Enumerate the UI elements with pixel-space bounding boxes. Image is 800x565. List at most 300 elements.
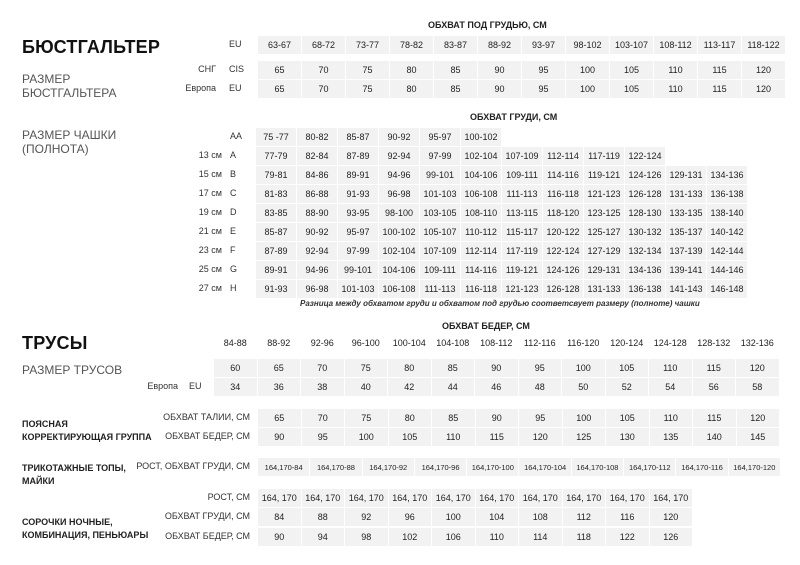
table-cell: 93-95 — [338, 204, 379, 222]
table-cell: 140-142 — [707, 223, 748, 241]
table-cell: 133-135 — [666, 204, 707, 222]
cup-row — [256, 223, 748, 241]
table-cell: 108 — [519, 508, 563, 526]
table-cell: 128-132 — [693, 334, 737, 352]
table-cell: 100 — [566, 61, 610, 79]
table-cell: 130 — [606, 428, 650, 446]
table-cell: 65 — [258, 61, 302, 79]
table-cell: 117-119 — [584, 147, 625, 165]
table-cell: 112-114 — [543, 147, 584, 165]
table-cell: 98-102 — [566, 36, 610, 54]
table-cell: 104-106 — [379, 261, 420, 279]
table-cell: 102 — [389, 528, 433, 546]
table-cell: 106-108 — [461, 185, 502, 203]
table-cell: 75 — [346, 80, 390, 98]
table-cell: 110 — [476, 528, 520, 546]
table-cell: 164, 170 — [476, 489, 520, 507]
table-cell: 54 — [649, 378, 693, 396]
table-cell: 119-121 — [502, 261, 543, 279]
table-cell: 164, 170 — [650, 489, 694, 507]
table-cell: 121-123 — [502, 280, 543, 298]
table-cell: 70 — [301, 359, 345, 377]
table-cell: 110-112 — [461, 223, 502, 241]
table-cell: 89-91 — [338, 166, 379, 184]
table-cell: 130-132 — [625, 223, 666, 241]
underbust-header: ОБХВАТ ПОД ГРУДЬЮ, СМ — [428, 20, 547, 30]
table-cell: 96-98 — [379, 185, 420, 203]
table-cell: 118 — [563, 528, 607, 546]
table-cell: 90 — [258, 428, 302, 446]
bra-row-label: СНГ — [198, 64, 216, 74]
table-cell: 100 — [566, 80, 610, 98]
table-cell: 122-124 — [543, 242, 584, 260]
briefs-size-label: РАЗМЕР ТРУСОВ — [22, 363, 123, 377]
table-cell: 142-144 — [707, 242, 748, 260]
hip-row — [214, 334, 780, 352]
table-cell: 131-133 — [666, 185, 707, 203]
table-cell: 164,170-104 — [519, 458, 571, 476]
table-cell: 100 — [563, 409, 607, 427]
table-cell: 139-141 — [666, 261, 707, 279]
nightwear-hip-label: ОБХВАТ БЕДЕР, СМ — [165, 531, 250, 541]
table-cell: 90 — [258, 528, 302, 546]
table-cell: 114-116 — [543, 166, 584, 184]
table-cell: 110 — [654, 80, 698, 98]
table-cell: 112-114 — [461, 242, 502, 260]
table-cell: 95-97 — [338, 223, 379, 241]
table-cell: 115-117 — [502, 223, 543, 241]
table-cell: 164, 170 — [563, 489, 607, 507]
hip-header: ОБХВАТ БЕДЕР, СМ — [442, 321, 530, 331]
table-cell: 164,170-96 — [415, 458, 467, 476]
table-cell: 73-77 — [346, 36, 390, 54]
cup-row — [256, 261, 748, 279]
table-cell: 164,170-116 — [676, 458, 728, 476]
table-cell: 83-85 — [256, 204, 297, 222]
table-cell: 75 — [345, 359, 389, 377]
table-cell: 89-91 — [256, 261, 297, 279]
table-cell: 120-124 — [606, 334, 650, 352]
table-cell: 164,170-120 — [729, 458, 781, 476]
table-cell: 97-99 — [420, 147, 461, 165]
table-cell: 109-111 — [502, 166, 543, 184]
table-cell: 164,170-88 — [310, 458, 362, 476]
cup-row — [256, 128, 502, 146]
table-cell: 95 — [519, 359, 563, 377]
table-cell: 99-101 — [338, 261, 379, 279]
table-cell: 104-106 — [461, 166, 502, 184]
table-cell: 134-136 — [625, 261, 666, 279]
table-cell: 92-94 — [297, 242, 338, 260]
table-cell: 96-100 — [345, 334, 389, 352]
table-cell: 85-87 — [256, 223, 297, 241]
table-cell: 92-96 — [301, 334, 345, 352]
table-cell: 91-93 — [338, 185, 379, 203]
height-row — [258, 489, 693, 507]
table-cell: 107-109 — [420, 242, 461, 260]
table-cell: 120 — [742, 80, 786, 98]
table-cell: 95 — [519, 409, 563, 427]
table-cell: 116-118 — [461, 280, 502, 298]
table-cell: 126-128 — [625, 185, 666, 203]
table-cell: 80-82 — [297, 128, 338, 146]
table-cell: 83-87 — [434, 36, 478, 54]
cup-letter: B — [230, 169, 237, 179]
nightwear-hip-row — [258, 528, 693, 546]
table-cell: 122-124 — [625, 147, 666, 165]
table-cell: 120 — [736, 359, 780, 377]
table-cell: 75 — [346, 61, 390, 79]
shapewear-title: ПОЯСНАЯ КОРРЕКТИРУЮЩАЯ ГРУППА — [22, 419, 152, 442]
cup-letter: E — [230, 226, 237, 236]
table-cell: 85 — [432, 359, 476, 377]
table-cell: 93-97 — [522, 36, 566, 54]
table-cell: 164, 170 — [258, 489, 302, 507]
table-cell: 101-103 — [420, 185, 461, 203]
table-cell: 90 — [475, 359, 519, 377]
table-cell: 124-128 — [649, 334, 693, 352]
cup-letter: G — [230, 264, 238, 274]
table-cell: 124-126 — [543, 261, 584, 279]
table-cell: 70 — [302, 61, 346, 79]
table-cell: 164,170-112 — [624, 458, 676, 476]
cup-letter: H — [230, 283, 237, 293]
table-cell: 95 — [522, 80, 566, 98]
table-cell: 90-92 — [297, 223, 338, 241]
cup-row — [256, 280, 748, 298]
table-cell: 124-126 — [625, 166, 666, 184]
table-cell: 94 — [302, 528, 346, 546]
table-cell: 100 — [432, 508, 476, 526]
table-cell: 122 — [606, 528, 650, 546]
table-cell: 164,170-108 — [572, 458, 624, 476]
table-cell: 98-100 — [379, 204, 420, 222]
table-cell: 102-104 — [379, 242, 420, 260]
bra-row-code: CIS — [229, 64, 245, 74]
table-cell: 115 — [476, 428, 520, 446]
table-cell: 88-92 — [258, 334, 302, 352]
table-cell: 106-108 — [379, 280, 420, 298]
table-cell: 107-109 — [502, 147, 543, 165]
table-cell: 111-113 — [420, 280, 461, 298]
bra-row-code: EU — [229, 83, 242, 93]
table-cell: 118-122 — [742, 36, 786, 54]
table-cell: 82-84 — [297, 147, 338, 165]
table-cell: 120 — [519, 428, 563, 446]
bust-header: ОБХВАТ ГРУДИ, СМ — [470, 112, 558, 122]
table-cell: 100-102 — [461, 128, 502, 146]
table-cell: 60 — [214, 359, 258, 377]
cup-row — [256, 242, 748, 260]
cup-letter: F — [230, 245, 236, 255]
table-cell: 34 — [214, 378, 258, 396]
table-cell: 87-89 — [338, 147, 379, 165]
nightwear-bust-label: ОБХВАТ ГРУДИ, СМ — [164, 511, 250, 521]
table-cell: 131-133 — [584, 280, 625, 298]
table-cell: 58 — [736, 378, 780, 396]
table-cell: 129-131 — [666, 166, 707, 184]
bra-size-label: РАЗМЕР БЮСТГАЛЬТЕРА — [22, 72, 117, 100]
table-cell: 120 — [650, 508, 694, 526]
table-cell: 80 — [390, 80, 434, 98]
table-cell: 100 — [345, 428, 389, 446]
table-cell: 80 — [390, 61, 434, 79]
bra-row — [258, 80, 786, 98]
table-cell: 114-116 — [461, 261, 502, 279]
table-cell: 105 — [606, 359, 650, 377]
table-cell: 105 — [389, 428, 433, 446]
table-cell: 113-115 — [502, 204, 543, 222]
table-cell: 97-99 — [338, 242, 379, 260]
table-cell: 92-94 — [379, 147, 420, 165]
table-cell: 126-128 — [543, 280, 584, 298]
table-cell: 105 — [606, 409, 650, 427]
table-cell: 129-131 — [584, 261, 625, 279]
table-cell: 105 — [610, 80, 654, 98]
table-cell: 116 — [606, 508, 650, 526]
cup-diff-label: 25 см — [198, 264, 222, 274]
table-cell: 50 — [562, 378, 606, 396]
table-cell: 120-122 — [543, 223, 584, 241]
table-cell: 116-118 — [543, 185, 584, 203]
table-cell: 46 — [475, 378, 519, 396]
cup-row — [256, 185, 748, 203]
table-cell: 123-125 — [584, 204, 625, 222]
cup-size-label: РАЗМЕР ЧАШКИ (ПОЛНОТА) — [22, 128, 117, 156]
table-cell: 111-113 — [502, 185, 543, 203]
table-cell: 118-120 — [543, 204, 584, 222]
cup-letter: D — [230, 207, 237, 217]
table-cell: 109-111 — [420, 261, 461, 279]
table-cell: 141-143 — [666, 280, 707, 298]
cup-diff-label: 27 см — [198, 283, 222, 293]
table-cell: 102-104 — [461, 147, 502, 165]
table-cell: 84-86 — [297, 166, 338, 184]
table-cell: 79-81 — [256, 166, 297, 184]
table-cell: 132-136 — [736, 334, 780, 352]
table-cell: 120 — [737, 409, 781, 427]
table-cell: 90 — [478, 61, 522, 79]
table-cell: 104-108 — [432, 334, 476, 352]
table-cell: 95 — [302, 428, 346, 446]
table-cell: 96-98 — [297, 280, 338, 298]
bra-title: БЮСТГАЛЬТЕР — [22, 37, 161, 57]
table-cell: 121-123 — [584, 185, 625, 203]
table-cell: 145 — [737, 428, 781, 446]
table-cell: 112 — [563, 508, 607, 526]
table-cell: 115 — [698, 80, 742, 98]
table-cell: 48 — [519, 378, 563, 396]
table-cell: 136-138 — [625, 280, 666, 298]
table-cell: 100-104 — [388, 334, 432, 352]
briefs-title: ТРУСЫ — [22, 333, 88, 353]
table-cell: 110 — [650, 409, 694, 427]
table-cell: 77-79 — [256, 147, 297, 165]
table-cell: 164, 170 — [302, 489, 346, 507]
table-cell: 103-105 — [420, 204, 461, 222]
table-cell: 84 — [258, 508, 302, 526]
table-cell: 70 — [302, 80, 346, 98]
table-cell: 164,170-92 — [363, 458, 415, 476]
table-cell: 138-140 — [707, 204, 748, 222]
table-cell: 115 — [698, 61, 742, 79]
table-cell: 164,170-100 — [467, 458, 519, 476]
table-cell: 144-146 — [707, 261, 748, 279]
europe-size-row — [214, 378, 780, 396]
table-cell: 126 — [650, 528, 694, 546]
table-cell: 100 — [562, 359, 606, 377]
table-cell: 134-136 — [707, 166, 748, 184]
cup-diff-label: 13 см — [198, 150, 222, 160]
table-cell: 110 — [654, 61, 698, 79]
cup-row — [256, 204, 748, 222]
table-cell: 115 — [693, 359, 737, 377]
table-cell: 164, 170 — [519, 489, 563, 507]
table-cell: 108-110 — [461, 204, 502, 222]
cup-diff-label: 17 см — [198, 188, 222, 198]
table-cell: 90 — [478, 80, 522, 98]
table-cell: 99-101 — [420, 166, 461, 184]
table-cell: 136-138 — [707, 185, 748, 203]
table-cell: 88-92 — [478, 36, 522, 54]
table-cell: 117-119 — [502, 242, 543, 260]
table-cell: 105 — [610, 61, 654, 79]
table-cell: 95-97 — [420, 128, 461, 146]
europe-label: Европа — [147, 381, 178, 391]
nightwear-title: СОРОЧКИ НОЧНЫЕ, КОМБИНАЦИЯ, ПЕНЬЮАРЫ — [22, 517, 149, 540]
table-cell: 127-129 — [584, 242, 625, 260]
table-cell: 80 — [389, 409, 433, 427]
table-cell: 52 — [606, 378, 650, 396]
table-cell: 91-93 — [256, 280, 297, 298]
table-cell: 65 — [258, 359, 302, 377]
table-cell: 113-117 — [698, 36, 742, 54]
shapewear-hip-row — [258, 428, 780, 446]
table-cell: 85 — [434, 80, 478, 98]
table-cell: 146-148 — [707, 280, 748, 298]
table-cell: 38 — [301, 378, 345, 396]
table-cell: 114 — [519, 528, 563, 546]
waist-row — [258, 409, 780, 427]
table-cell: 95 — [522, 61, 566, 79]
table-cell: 106 — [432, 528, 476, 546]
cup-letter: AA — [230, 131, 243, 141]
table-cell: 125 — [563, 428, 607, 446]
cup-diff-label: 21 см — [198, 226, 222, 236]
table-cell: 98 — [345, 528, 389, 546]
table-cell: 116-120 — [562, 334, 606, 352]
table-cell: 63-67 — [258, 36, 302, 54]
cup-row — [256, 166, 748, 184]
table-cell: 88 — [302, 508, 346, 526]
table-cell: 42 — [388, 378, 432, 396]
table-cell: 128-130 — [625, 204, 666, 222]
bra-row — [258, 36, 786, 54]
table-cell: 132-134 — [625, 242, 666, 260]
table-cell: 40 — [345, 378, 389, 396]
table-cell: 110 — [432, 428, 476, 446]
waist-label: ОБХВАТ ТАЛИИ, СМ — [163, 412, 250, 422]
table-cell: 120 — [742, 61, 786, 79]
table-cell: 100-102 — [379, 223, 420, 241]
cup-note: Разница между обхватом груди и обхватом под грудью соответсвует размеру (полноте) чашки — [300, 299, 700, 308]
table-cell: 44 — [432, 378, 476, 396]
table-cell: 86-88 — [297, 185, 338, 203]
cup-letter: C — [230, 188, 237, 198]
nightwear-bust-row — [258, 508, 693, 526]
table-cell: 94-96 — [379, 166, 420, 184]
table-cell: 110 — [649, 359, 693, 377]
table-cell: 137-139 — [666, 242, 707, 260]
europe-code: EU — [189, 381, 202, 391]
table-cell: 103-107 — [610, 36, 654, 54]
table-cell: 70 — [302, 409, 346, 427]
table-cell: 75 -77 — [256, 128, 297, 146]
table-cell: 84-88 — [214, 334, 258, 352]
table-cell: 119-121 — [584, 166, 625, 184]
table-cell: 135-137 — [666, 223, 707, 241]
table-cell: 90 — [476, 409, 520, 427]
tops-label: РОСТ, ОБХВАТ ГРУДИ, СМ — [136, 461, 250, 471]
cup-diff-label: 15 см — [198, 169, 222, 179]
table-cell: 88-90 — [297, 204, 338, 222]
height-label: РОСТ, СМ — [207, 492, 250, 502]
table-cell: 135 — [650, 428, 694, 446]
table-cell: 65 — [258, 409, 302, 427]
table-cell: 85 — [432, 409, 476, 427]
table-cell: 80 — [388, 359, 432, 377]
table-cell: 164, 170 — [345, 489, 389, 507]
cup-letter: A — [230, 150, 237, 160]
table-cell: 85 — [434, 61, 478, 79]
table-cell: 96 — [389, 508, 433, 526]
cup-diff-label: 23 см — [198, 245, 222, 255]
table-cell: 101-103 — [338, 280, 379, 298]
table-cell: 68-72 — [302, 36, 346, 54]
table-cell: 85-87 — [338, 128, 379, 146]
bra-row-label: Европа — [185, 83, 216, 93]
bra-row — [258, 61, 786, 79]
tops-row — [258, 458, 781, 476]
table-cell: 36 — [258, 378, 302, 396]
table-cell: 65 — [258, 80, 302, 98]
table-cell: 125-127 — [584, 223, 625, 241]
table-cell: 164, 170 — [606, 489, 650, 507]
briefs-size-row — [214, 359, 780, 377]
table-cell: 140 — [693, 428, 737, 446]
table-cell: 92 — [345, 508, 389, 526]
table-cell: 164, 170 — [432, 489, 476, 507]
shapewear-hip-label: ОБХВАТ БЕДЕР, СМ — [165, 431, 250, 441]
table-cell: 81-83 — [256, 185, 297, 203]
table-cell: 108-112 — [654, 36, 698, 54]
table-cell: 87-89 — [256, 242, 297, 260]
table-cell: 164, 170 — [389, 489, 433, 507]
table-cell: 104 — [476, 508, 520, 526]
table-cell: 56 — [693, 378, 737, 396]
table-cell: 112-116 — [519, 334, 563, 352]
table-cell: 90-92 — [379, 128, 420, 146]
table-cell: 164,170-84 — [258, 458, 310, 476]
table-cell: 115 — [693, 409, 737, 427]
cup-row — [256, 147, 666, 165]
bra-row-code: EU — [229, 39, 242, 49]
table-cell: 108-112 — [475, 334, 519, 352]
table-cell: 75 — [345, 409, 389, 427]
table-cell: 94-96 — [297, 261, 338, 279]
table-cell: 105-107 — [420, 223, 461, 241]
table-cell: 78-82 — [390, 36, 434, 54]
